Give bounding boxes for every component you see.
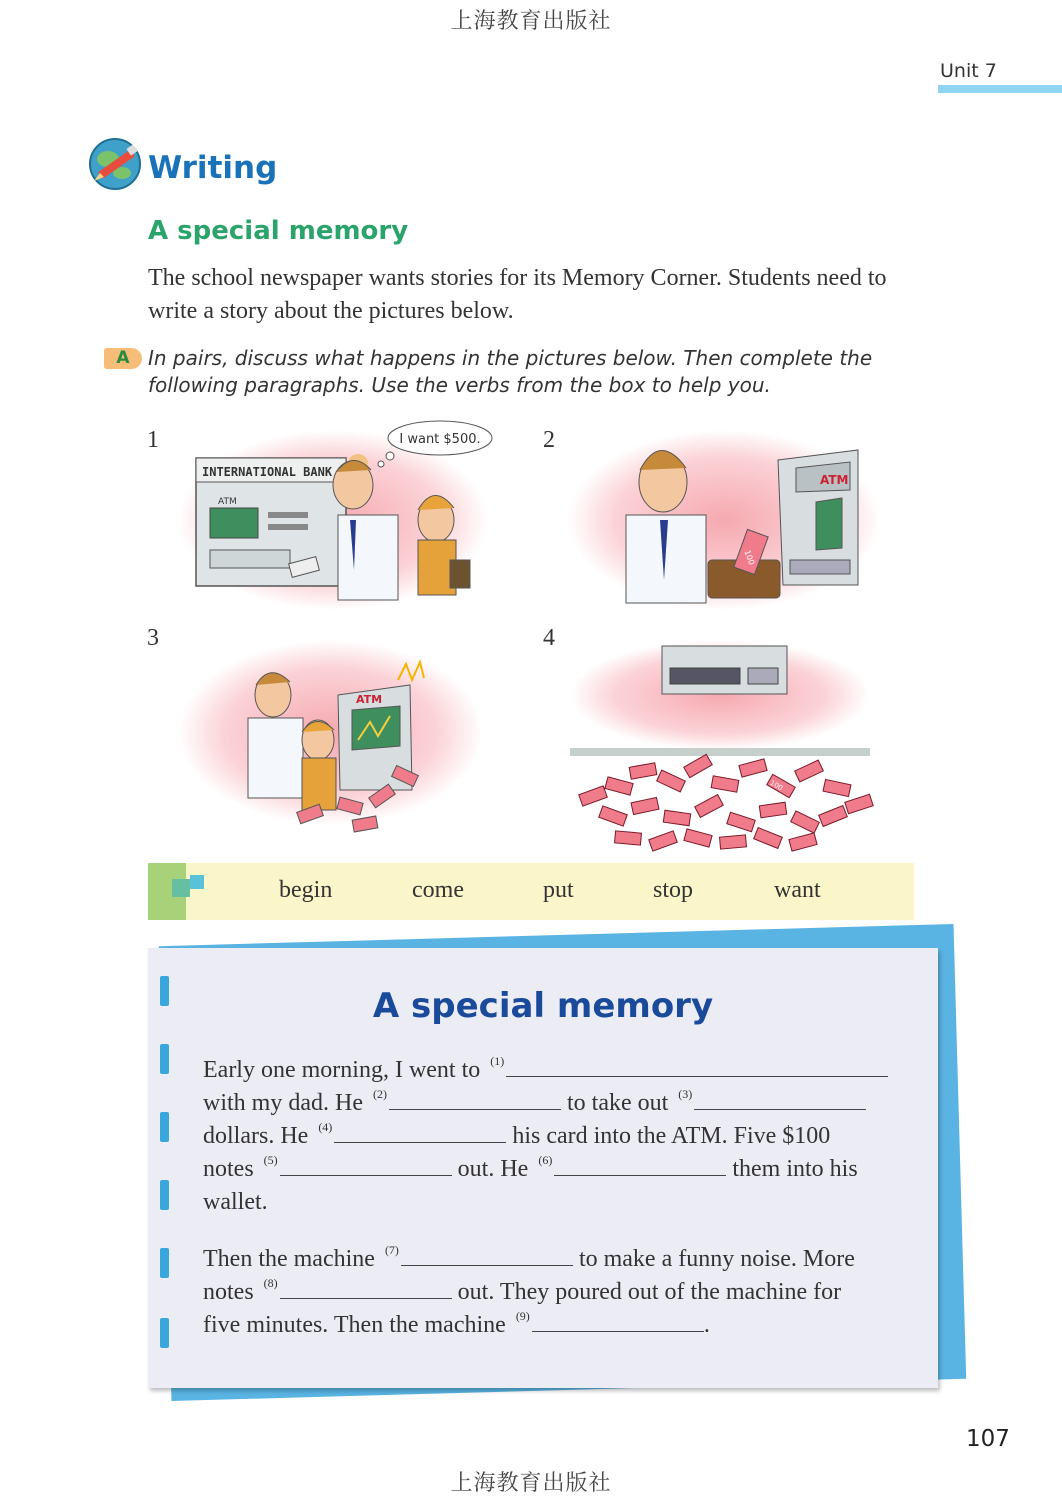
story-line: notes $^{(8)}$ out. They poured out of the machine for xyxy=(203,1276,842,1305)
picture-1-illustration xyxy=(178,420,498,610)
banknote-pile xyxy=(579,754,873,851)
picture-2-illustration xyxy=(568,420,888,610)
picture-number: 3 xyxy=(147,625,159,651)
blank-5[interactable] xyxy=(280,1153,452,1176)
story-card xyxy=(148,948,938,1388)
section-subtitle: A special memory xyxy=(148,216,409,246)
story-line: Early one morning, I went to $^{(1)}$ xyxy=(203,1054,888,1087)
story-line: notes $^{(5)}$ out. He $^{(6)}$ them into his xyxy=(203,1153,858,1182)
page-number: 107 xyxy=(966,1426,1010,1452)
bank-sign-text: INTERNATIONAL BANK xyxy=(202,465,333,479)
publisher-header: 上海教育出版社 xyxy=(450,9,612,34)
speech-bubble-text: I want $500. xyxy=(399,432,481,447)
story-line: Then the machine $^{(7)}$ to make a funny noise. More xyxy=(203,1243,855,1272)
story-line: with my dad. He $^{(2)}$ to take out $^{(3)}$ xyxy=(203,1087,866,1120)
blank-7[interactable] xyxy=(401,1243,573,1266)
section-title: Writing xyxy=(148,150,278,186)
atm-label-text: ATM xyxy=(820,473,849,487)
intro-text: The school newspaper wants stories for its Memory Corner. Students need to write a story about the pictures below. xyxy=(148,265,887,324)
story-title: A special memory xyxy=(372,986,714,1026)
task-label-badge: A xyxy=(104,348,142,369)
unit-label: Unit 7 xyxy=(940,60,997,82)
banknote-text: 100 xyxy=(742,548,757,567)
blank-1[interactable] xyxy=(506,1054,888,1077)
blank-8[interactable] xyxy=(280,1276,452,1299)
banknote-text: 100 xyxy=(768,778,785,793)
blank-3[interactable] xyxy=(694,1087,866,1110)
story-line: wallet. xyxy=(203,1189,268,1215)
verb-item: put xyxy=(543,877,574,903)
unit-bar xyxy=(938,85,1062,93)
verb-item: want xyxy=(774,877,821,903)
atm-label-text: ATM xyxy=(356,693,383,706)
publisher-footer: 上海教育出版社 xyxy=(450,1471,612,1496)
atm-label-text: ATM xyxy=(218,497,237,507)
story-line: five minutes. Then the machine $^{(9)}$ . xyxy=(203,1309,710,1338)
blank-2[interactable] xyxy=(389,1087,561,1110)
blank-4[interactable] xyxy=(334,1120,506,1143)
task-instructions: In pairs, discuss what happens in the pictures below. Then complete the following paragraphs. Use the verbs from the box to help you. xyxy=(148,346,873,397)
picture-number: 4 xyxy=(543,625,555,651)
verb-box xyxy=(148,863,914,920)
blank-6[interactable] xyxy=(554,1153,726,1176)
picture-4-illustration xyxy=(570,640,880,855)
verb-item: stop xyxy=(653,877,694,903)
pencil-globe-icon xyxy=(88,137,142,191)
picture-number: 1 xyxy=(147,427,159,453)
verb-item: begin xyxy=(279,877,333,903)
story-line: dollars. He $^{(4)}$ his card into the ATM. Five $100 xyxy=(203,1120,831,1149)
verb-item: come xyxy=(412,877,464,903)
blank-9[interactable] xyxy=(532,1309,704,1332)
picture-3-illustration xyxy=(178,640,488,840)
picture-number: 2 xyxy=(543,427,555,453)
